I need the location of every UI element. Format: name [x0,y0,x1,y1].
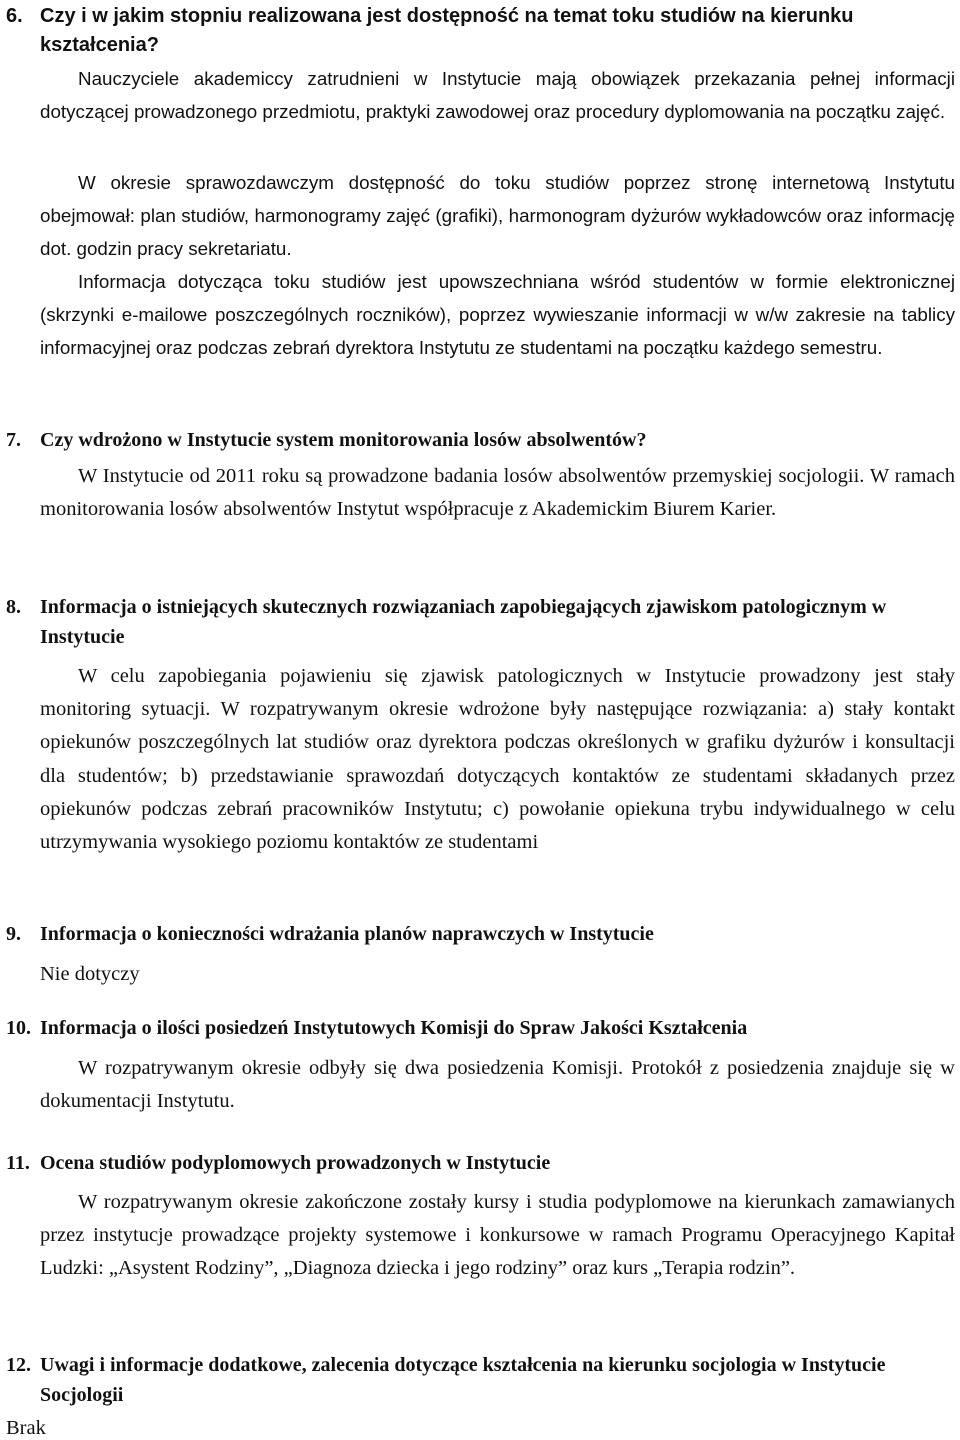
section-10-title: Informacja o ilości posiedzeń Instytutowych Komisji do Spraw Jakości Kształcenia [40,1017,748,1039]
section-7-heading [6,428,940,453]
section-6-paragraph-1: Nauczyciele akademiccy zatrudnieni w Instytucie mają obowiązek przekazania pełnej informacji dotyczącej prowadzonego przedmiotu, praktyki zawodowej oraz procedury dyplomowania na początku zajęć. [40,68,955,123]
section-7-title: Czy wdrożono w Instytucie system monitorowania losów absolwentów? [40,429,647,451]
section-8-number: 8. [6,596,21,618]
section-12-number: 12. [6,1354,31,1376]
section-6-number: 6. [6,5,23,27]
section-12-heading [6,1350,920,1410]
section-12-paragraph: Brak [6,1417,46,1439]
section-9-heading [6,922,940,947]
section-10-paragraph: W rozpatrywanym okresie odbyły się dwa posiedzenia Komisji. Protokół z posiedzenia znajduje się w dokumentacji Instytutu. [40,1057,955,1113]
section-6-paragraph-3: Informacja dotycząca toku studiów jest upowszechniana wśród studentów w formie elektronicznej (skrzynki e-mailowe poszczególnych roczników), poprzez wywieszanie informacji w w/w zakresie na tablicy informacyjnej oraz podczas zebrań dyrektora Instytutu ze studentami na początku każdego semestru. [40,271,955,359]
section-11-paragraph: W rozpatrywanym okresie zakończone zostały kursy i studia podyplomowe na kierunkach zamawianych przez instytucje prowadzące projekty systemowe i konkursowe w ramach Programu Operacyjnego Kapitał Ludzki: „Asystent Rodziny”, „Diagnoza dziecka i jego rodziny” oraz kurs „Terapia rodzin”. [40,1191,955,1280]
section-6-heading [6,2,880,60]
section-10-number: 10. [6,1017,31,1039]
section-11-title: Ocena studiów podyplomowych prowadzonych w Instytucie [40,1152,551,1174]
section-11-heading [6,1151,940,1176]
section-11-number: 11. [6,1152,30,1174]
section-7-number: 7. [6,429,21,451]
section-10-heading [6,1016,940,1041]
section-9-paragraph: Nie dotyczy [40,963,140,985]
section-6-paragraph-2: W okresie sprawozdawczym dostępność do toku studiów poprzez stronę internetową Instytutu obejmował: plan studiów, harmonogramy zajęć (grafiki), harmonogram dyżurów wykładowców oraz informację dot. godzin pracy sekretariatu. [40,172,955,260]
section-7-paragraph: W Instytucie od 2011 roku są prowadzone badania losów absolwentów przemyskiej socjologii. W ramach monitorowania losów absolwentów Instytut współpracuje z Akademickim Biurem Karier. [40,465,955,521]
section-8-title: Informacja o istniejących skutecznych rozwiązaniach zapobiegających zjawiskom patologicznym w Instytucie [40,596,887,648]
section-6-title: Czy i w jakim stopniu realizowana jest dostępność na temat toku studiów na kierunku kształcenia? [40,5,854,56]
section-9-number: 9. [6,923,21,945]
section-8-paragraph: W celu zapobiegania pojawieniu się zjawisk patologicznych w Instytucie prowadzony jest stały monitoring sytuacji. W rozpatrywanym okresie wdrożone były następujące rozwiązania: a) stały kontakt opiekunów poszczególnych lat studiów oraz dyrektora podczas określonych w grafiku dyżurów i konsultacji dla studentów; b) przedstawianie sprawozdań dotyczących kontaktów ze studentami składanych przez opiekunów podczas zebrań pracowników Instytutu; c) powołanie opiekuna trybu indywidualnego w celu utrzymywania wysokiego poziomu kontaktów ze studentami [40,665,955,854]
section-9-title: Informacja o konieczności wdrażania planów naprawczych w Instytucie [40,923,654,945]
section-8-heading [6,592,960,652]
section-12-title: Uwagi i informacje dodatkowe, zalecenia dotyczące kształcenia na kierunku socjologia w Instytucie Socjologii [40,1354,886,1406]
